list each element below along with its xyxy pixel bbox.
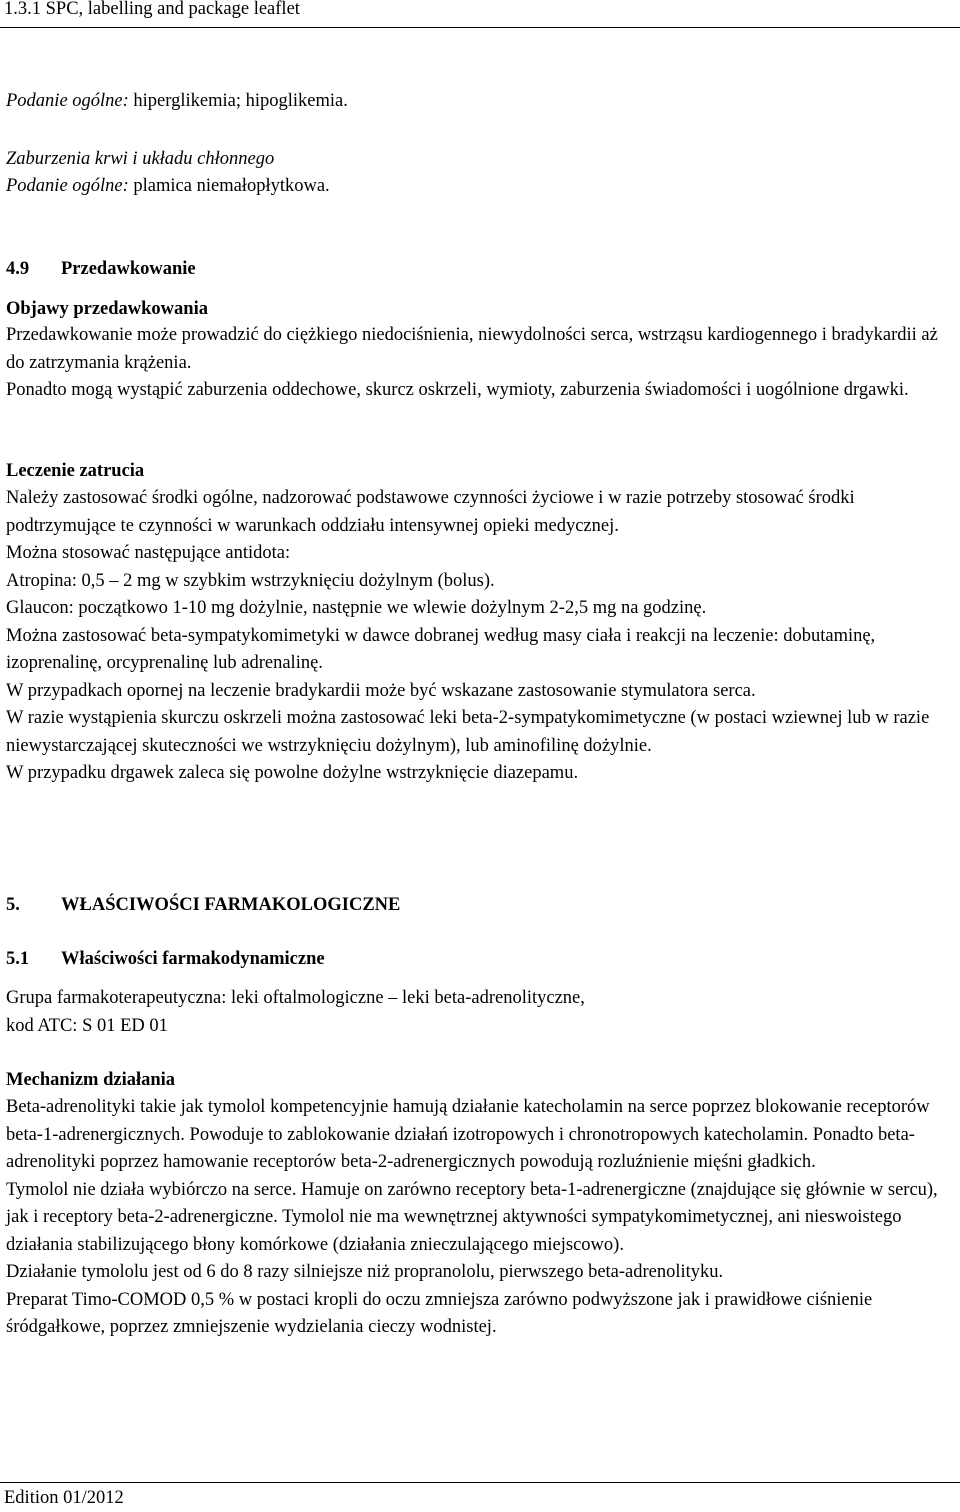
section-4-9-heading bbox=[6, 256, 952, 284]
document-footer: Edition 01/2012 bbox=[4, 1488, 124, 1508]
treatment-line: W przypadkach opornej na leczenie bradykardii może być wskazane zastosowanie stymulatora serca. bbox=[6, 680, 756, 701]
section-5-heading bbox=[6, 892, 952, 920]
general-admin-line-2 bbox=[6, 173, 952, 201]
general-admin-line-1 bbox=[6, 88, 952, 116]
treatment-heading: Leczenie zatrucia bbox=[6, 461, 145, 481]
line-text: plamica niemałopłytkowa. bbox=[128, 176, 330, 196]
italic-label: Podanie ogólne: bbox=[6, 91, 129, 111]
treatment-body bbox=[6, 485, 952, 788]
section-number: 4.9 bbox=[6, 259, 30, 279]
section-5-1-heading bbox=[6, 946, 952, 974]
pharmacotherapeutic-group bbox=[6, 985, 952, 1040]
atc-code-line: kod ATC: S 01 ED 01 bbox=[6, 1015, 168, 1036]
section-title: WŁAŚCIWOŚCI FARMAKOLOGICZNE bbox=[61, 895, 401, 915]
line-text: hiperglikemia; hipoglikemia. bbox=[128, 91, 348, 111]
mechanism-paragraph: Preparat Timo-COMOD 0,5 % w postaci kropli do oczu zmniejsza zarówno podwyższone jak i prawidłowe ciśnienie śródgałkowe, poprzez zmniejszenie wydzielania cieczy wodnistej. bbox=[6, 1289, 873, 1337]
section-number: 5.1 bbox=[6, 949, 30, 969]
section-title: Właściwości farmakodynamiczne bbox=[61, 949, 325, 969]
section-title: Przedawkowanie bbox=[61, 259, 196, 279]
document-header: 1.3.1 SPC, labelling and package leaflet bbox=[4, 0, 300, 19]
mechanism-paragraph: Działanie tymololu jest od 6 do 8 razy silniejsze niż propranololu, pierwszego beta-adrenolityku. bbox=[6, 1262, 724, 1282]
treatment-line: Można zastosować beta-sympatykomimetyki w dawce dobranej według masy ciała i reakcji na leczenie: dobutaminę, izoprenalinę, orcyprenalinę lub adrenalinę. bbox=[6, 625, 876, 673]
footer-divider bbox=[0, 1482, 960, 1483]
treatment-line: Glaucon: początkowo 1-10 mg dożylnie, następnie we wlewie dożylnym 2-2,5 mg na godzinę. bbox=[6, 598, 707, 618]
treatment-line: W przypadku drgawek zaleca się powolne dożylne wstrzyknięcie diazepamu. bbox=[6, 763, 579, 783]
treatment-line: Należy zastosować środki ogólne, nadzorować podstawowe czynności życiowe i w razie potrzeby stosować środki podtrzymujące te czynności w warunkach oddziału intensywnej opieki medycznej. bbox=[6, 488, 855, 536]
mechanism-body bbox=[6, 1094, 952, 1342]
blood-disorders-heading: Zaburzenia krwi i układu chłonnego bbox=[6, 149, 275, 169]
treatment-line: W razie wystąpienia skurczu oskrzeli można zastosować leki beta-2-sympatykomimetyczne (w postaci wziewnej lub w razie niewystarczającej skuteczności we wstrzyknięciu dożylnym), lub aminofilinę dożylnie. bbox=[6, 708, 930, 756]
mechanism-paragraph: Tymolol nie działa wybiórczo na serce. Hamuje on zarówno receptory beta-1-adrenergiczne (znajdujące się głównie w sercu), jak i receptory beta-2-adrenergiczne. Tymolol nie ma wewnętrznej aktywności sympatykomimetycznej, ani nieswoistego działania stabilizującego błony komórkowe (działania znieczulającego miejscowo). bbox=[6, 1179, 938, 1255]
symptoms-paragraph-1: Przedawkowanie może prowadzić do ciężkiego niedociśnienia, niewydolności serca, wstrząsu kardiogennego i bradykardii aż do zatrzymania krążenia. bbox=[6, 325, 938, 373]
mechanism-heading: Mechanizm działania bbox=[6, 1070, 176, 1090]
symptoms-paragraph-2: Ponadto mogą wystąpić zaburzenia oddechowe, skurcz oskrzeli, wymioty, zaburzenia świadomości i uogólnione drgawki. bbox=[6, 380, 909, 400]
treatment-line: Atropina: 0,5 – 2 mg w szybkim wstrzyknięciu dożylnym (bolus). bbox=[6, 570, 495, 591]
header-divider bbox=[0, 27, 960, 28]
group-line: Grupa farmakoterapeutyczna: leki oftalmologiczne – leki beta-adrenolityczne, bbox=[6, 988, 585, 1008]
italic-label: Podanie ogólne: bbox=[6, 176, 129, 196]
treatment-line: Można stosować następujące antidota: bbox=[6, 543, 291, 563]
section-number: 5. bbox=[6, 895, 20, 915]
symptoms-heading: Objawy przedawkowania bbox=[6, 299, 208, 319]
mechanism-paragraph: Beta-adrenolityki takie jak tymolol kompetencyjnie hamują działanie katecholamin na serce poprzez blokowanie receptorów beta-1-adrenergicznych. Powoduje to zablokowanie działań izotropowych i chronotropowych katecholamin. Ponadto beta-adrenolityki poprzez hamowanie receptorów beta-2-adrenergicznych powodują rozluźnienie mięśni gładkich. bbox=[6, 1097, 930, 1172]
